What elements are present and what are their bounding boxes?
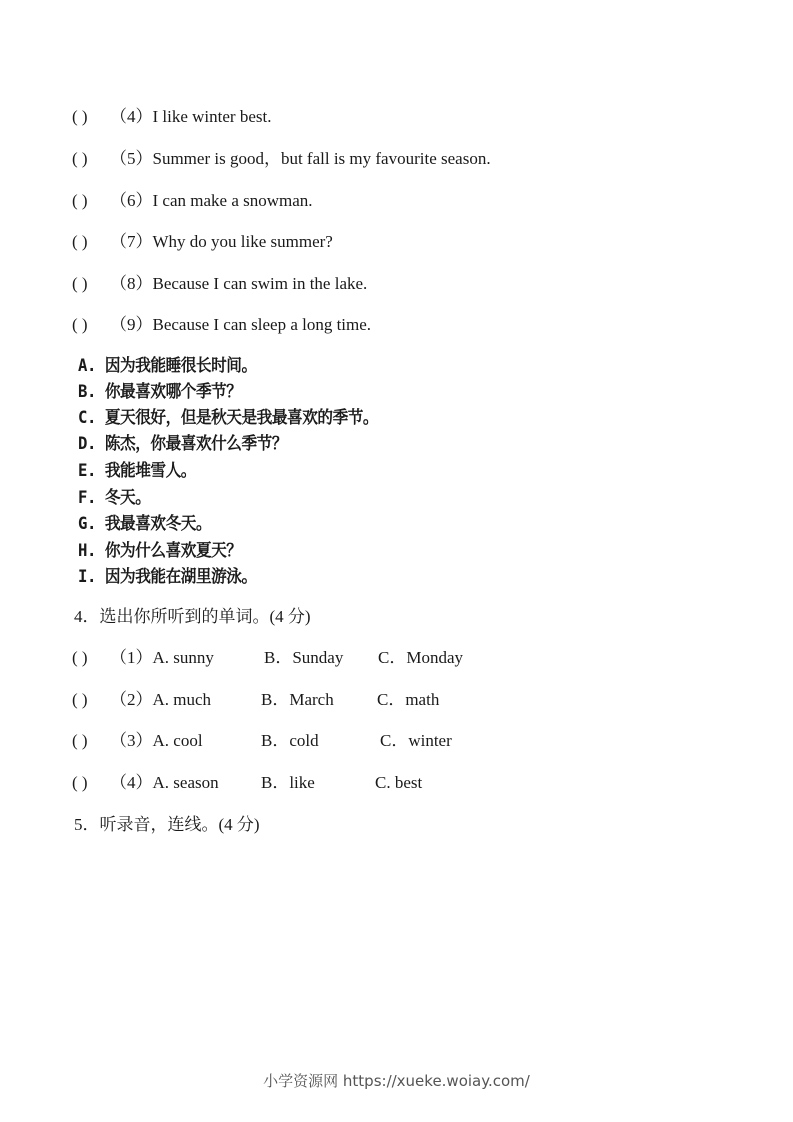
matching-item: [72, 232, 333, 252]
item-number: （7）: [110, 232, 153, 251]
option-c: C. 夏天很好，但是秋天是我最喜欢的季节。: [78, 408, 379, 428]
matching-item: [72, 149, 491, 169]
choice-a: A. much: [152, 690, 212, 709]
option-a: A. 因为我能睡很长时间。: [78, 356, 257, 376]
section-5-title: 5．听录音，连线。(4 分): [74, 815, 260, 834]
question-row: [72, 648, 214, 668]
footer-watermark: 小学资源网 https://xueke.woiay.com/: [263, 1072, 530, 1090]
option-d: D. 陈杰，你最喜欢什么季节？: [78, 434, 288, 454]
answer-blank[interactable]: ( ): [72, 149, 88, 168]
answer-blank[interactable]: ( ): [72, 232, 88, 251]
question-row: [72, 731, 203, 751]
answer-blank[interactable]: ( ): [72, 191, 88, 210]
item-text: I can make a snowman.: [152, 191, 313, 210]
answer-blank[interactable]: ( ): [72, 648, 88, 667]
item-number: （4）: [110, 107, 153, 126]
answer-blank[interactable]: ( ): [72, 690, 88, 709]
choice-c: C．math: [377, 690, 440, 709]
choice-c: C. best: [375, 773, 423, 792]
matching-item: [72, 107, 271, 127]
choice-b: B．Sunday: [264, 648, 344, 667]
section-4-title: 4．选出你所听到的单词。(4 分): [74, 607, 311, 626]
choice-a: A. sunny: [152, 648, 214, 667]
item-number: （6）: [110, 191, 153, 210]
choice-a: A. season: [152, 773, 219, 792]
item-number: （8）: [110, 274, 153, 293]
item-number: （5）: [110, 149, 153, 168]
choice-b: B．cold: [261, 731, 319, 750]
option-f: F. 冬天。: [78, 488, 151, 508]
question-number: （3）: [110, 731, 153, 750]
choice-b: B．March: [261, 690, 334, 709]
item-text: Why do you like summer?: [152, 232, 333, 251]
answer-blank[interactable]: ( ): [72, 315, 88, 334]
choice-c: C．winter: [380, 731, 452, 750]
question-number: （2）: [110, 690, 153, 709]
option-g: G. 我最喜欢冬天。: [78, 514, 212, 534]
answer-blank[interactable]: ( ): [72, 731, 88, 750]
matching-item: [72, 274, 367, 294]
item-text: I like winter best.: [152, 107, 272, 126]
answer-blank[interactable]: ( ): [72, 773, 88, 792]
item-number: （9）: [110, 315, 153, 334]
option-h: H. 你为什么喜欢夏天？: [78, 541, 242, 561]
item-text: Because I can swim in the lake.: [152, 274, 368, 293]
question-number: （1）: [110, 648, 153, 667]
question-number: （4）: [110, 773, 153, 792]
option-e: E. 我能堆雪人。: [78, 461, 196, 481]
choice-b: B．like: [261, 773, 315, 792]
option-i: I. 因为我能在湖里游泳。: [78, 567, 257, 587]
item-text: Because I can sleep a long time.: [152, 315, 372, 334]
item-text: Summer is good，but fall is my favourite season.: [152, 149, 491, 168]
option-b: B. 你最喜欢哪个季节？: [78, 382, 242, 402]
choice-a: A. cool: [152, 731, 203, 750]
choice-c: C．Monday: [378, 648, 463, 667]
question-row: [72, 773, 219, 793]
matching-item: [72, 315, 371, 335]
question-row: [72, 690, 211, 710]
matching-item: [72, 191, 313, 211]
answer-blank[interactable]: ( ): [72, 274, 88, 293]
answer-blank[interactable]: ( ): [72, 107, 88, 126]
